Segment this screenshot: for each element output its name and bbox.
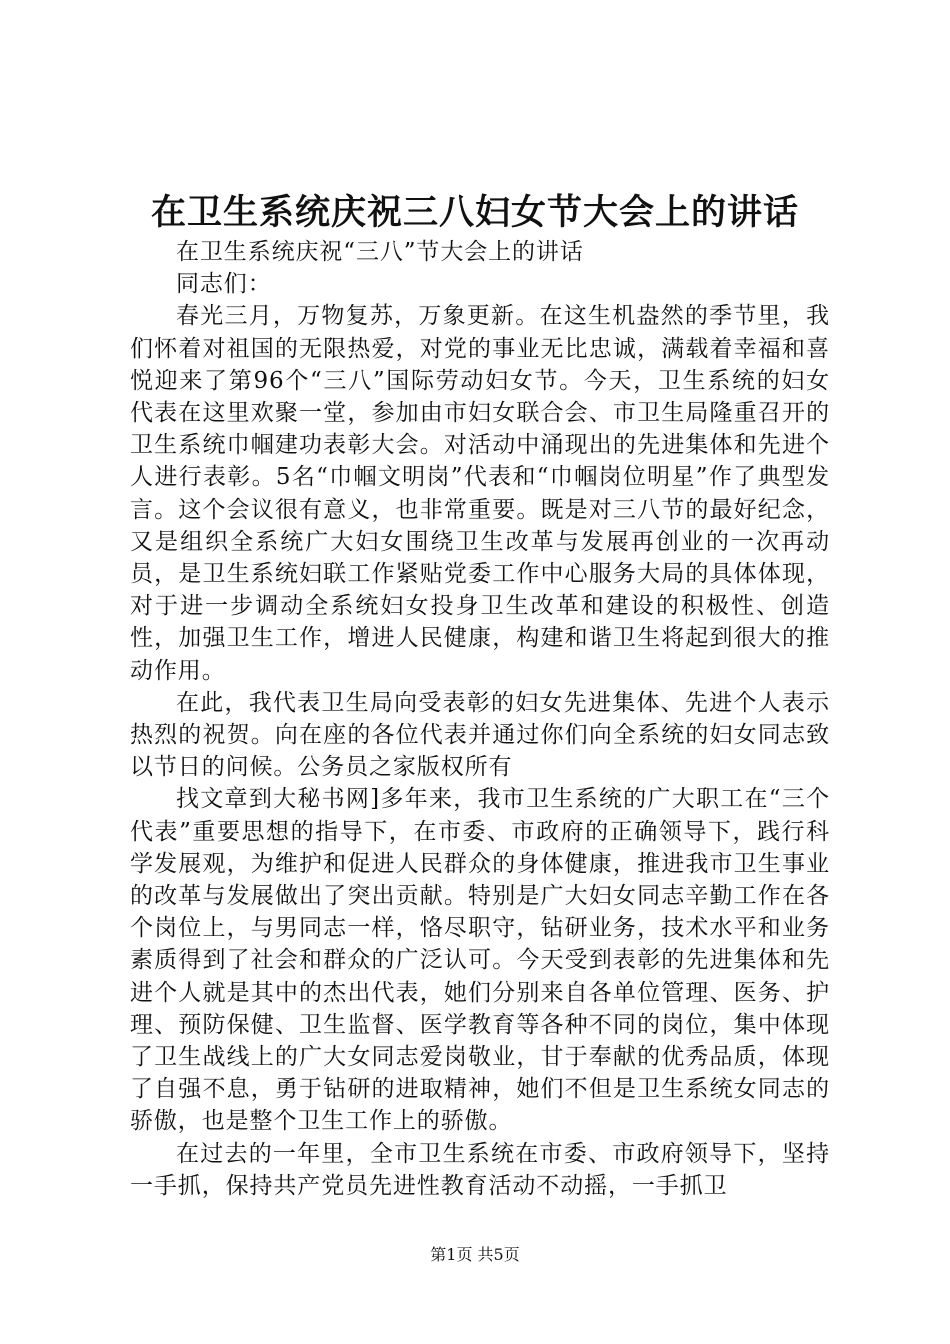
subtitle-paragraph: 在卫生系统庆祝“三八”节大会上的讲话 <box>176 239 584 265</box>
salutation-paragraph: 同志们： <box>176 271 272 298</box>
document-body <box>130 236 830 1202</box>
body-paragraph: 在过去的一年里，全市卫生系统在市委、市政府领导下，坚持一手抓，保持共产党员先进性教育活动不动摇，一手抓卫 <box>130 1140 830 1199</box>
body-paragraph: 春光三月，万物复苏，万象更新。在这生机盎然的季节里，我们怀着对祖国的无限热爱，对党的事业无比忠诚，满载着幸福和喜悦迎来了第96个“三八”国际劳动妇女节。今天，卫生系统的妇女代表在这里欢聚一堂，参加由市妇女联合会、市卫生局隆重召开的卫生系统巾帼建功表彰大会。对活动中涌现出的先进集体和先进个人进行表彰。5名“巾帼文明岗”代表和“巾帼岗位明星”作了典型发言。这个会议很有意义，也非常重要。既是对三八节的最好纪念，又是组织全系统广大妇女围绕卫生改革与发展再创业的一次再动员，是卫生系统妇联工作紧贴党委工作中心服务大局的具体体现，对于进一步调动全系统妇女投身卫生改革和建设的积极性、创造性，加强卫生工作，增进人民健康，构建和谐卫生将起到很大的推动作用。 <box>130 303 830 684</box>
page-footer: 第1页 共5页 <box>430 1245 520 1264</box>
document-title: 在卫生系统庆祝三八妇女节大会上的讲话 <box>150 192 799 233</box>
body-paragraph: 在此，我代表卫生局向受表彰的妇女先进集体、先进个人表示热烈的祝贺。向在座的各位代表并通过你们向全系统的妇女同志致以节日的问候。公务员之家版权所有 <box>130 689 830 781</box>
body-paragraph: 找文章到大秘书网]多年来，我市卫生系统的广大职工在“三个代表”重要思想的指导下，在市委、市政府的正确领导下，践行科学发展观，为维护和促进人民群众的身体健康，推进我市卫生事业的改革与发展做出了突出贡献。特别是广大妇女同志辛勤工作在各个岗位上，与男同志一样，恪尽职守，钻研业务，技术水平和业务素质得到了社会和群众的广泛认可。今天受到表彰的先进集体和先进个人就是其中的杰出代表，她们分别来自各单位管理、医务、护理、预防保健、卫生监督、医学教育等各种不同的岗位，集中体现了卫生战线上的广大女同志爱岗敬业，甘于奉献的优秀品质，体现了自强不息，勇于钻研的进取精神，她们不但是卫生系统女同志的骄傲，也是整个卫生工作上的骄傲。 <box>130 786 830 1135</box>
